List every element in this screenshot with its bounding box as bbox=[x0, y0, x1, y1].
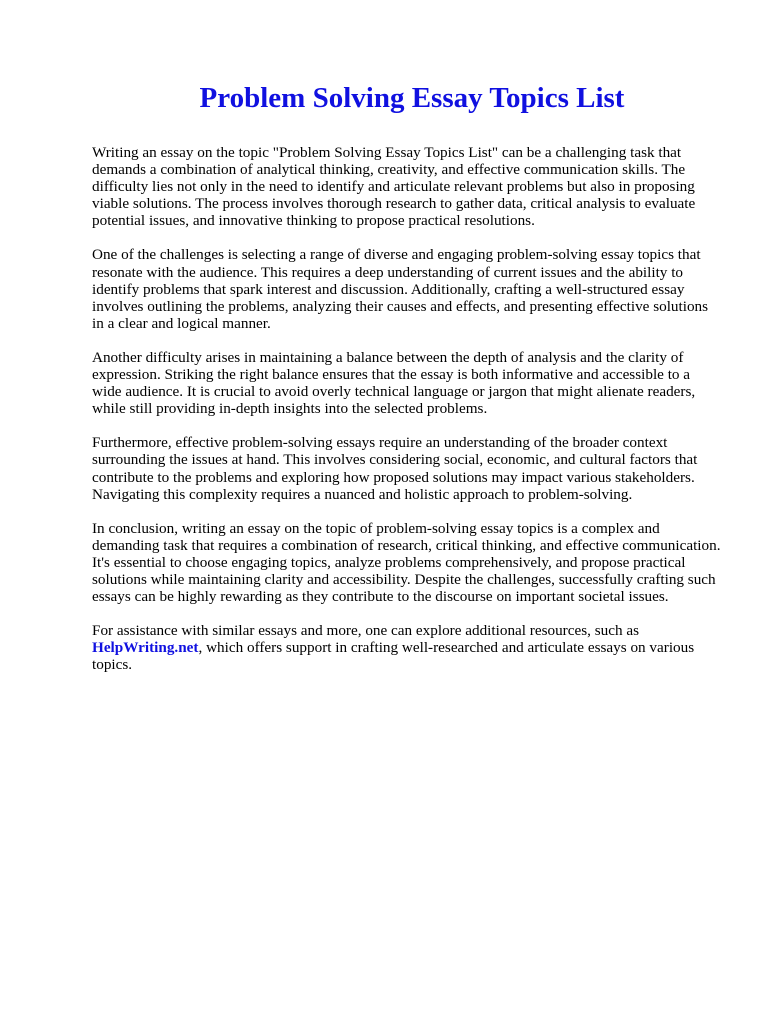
closing-text-after-link: , which offers support in crafting well-researched and articulate essays on various topics. bbox=[92, 639, 695, 674]
closing-text-before-link: For assistance with similar essays and more, one can explore additional resources, such as bbox=[92, 622, 640, 640]
paragraph-intro: Writing an essay on the topic "Problem Solving Essay Topics List" can be a challenging task that demands a combination of analytical thinking, creativity, and effective communication skills. The difficulty lies not only in the need to identify and articulate relevant problems but also in proposing viable solutions. The process involves thorough research to gather data, critical analysis to evaluate potential issues, and innovative thinking to propose practical resolutions. bbox=[92, 144, 696, 230]
paragraph-context: Furthermore, effective problem-solving essays require an understanding of the broader context surrounding the issues at hand. This involves considering social, economic, and cultural factors that contribute to the problems and exploring how proposed solutions may impact various stakeholders. Navigating this complexity requires a nuanced and holistic approach to problem-solving. bbox=[92, 434, 698, 503]
page-title: Problem Solving Essay Topics List bbox=[199, 82, 625, 114]
paragraph-balance: Another difficulty arises in maintaining a balance between the depth of analysis and the clarity of expression. Striking the right balance ensures that the essay is both informative and accessible to a wide audience. It is crucial to avoid overly technical language or jargon that might alienate readers, while still providing in-depth insights into the selected problems. bbox=[92, 348, 696, 418]
paragraph-closing bbox=[92, 622, 722, 673]
paragraph-challenges: One of the challenges is selecting a range of diverse and engaging problem-solving essay topics that resonate with the audience. This requires a deep understanding of current issues and the ability to identify problems that spark interest and discussion. Additionally, crafting a well-structured essay involves outlining the problems, analyzing their causes and effects, and presenting effective solutions in a clear and logical manner. bbox=[92, 246, 709, 332]
paragraph-conclusion: In conclusion, writing an essay on the topic of problem-solving essay topics is a complex and demanding task that requires a combination of research, critical thinking, and effective communication. It's essential to choose engaging topics, analyze problems comprehensively, and propose practical solutions while maintaining clarity and accessibility. Despite the challenges, successfully crafting such essays can be highly rewarding as they contribute to the discourse on important societal issues. bbox=[92, 519, 721, 606]
essay-body bbox=[92, 144, 722, 673]
helpwriting-link[interactable]: HelpWriting.net bbox=[92, 639, 199, 657]
